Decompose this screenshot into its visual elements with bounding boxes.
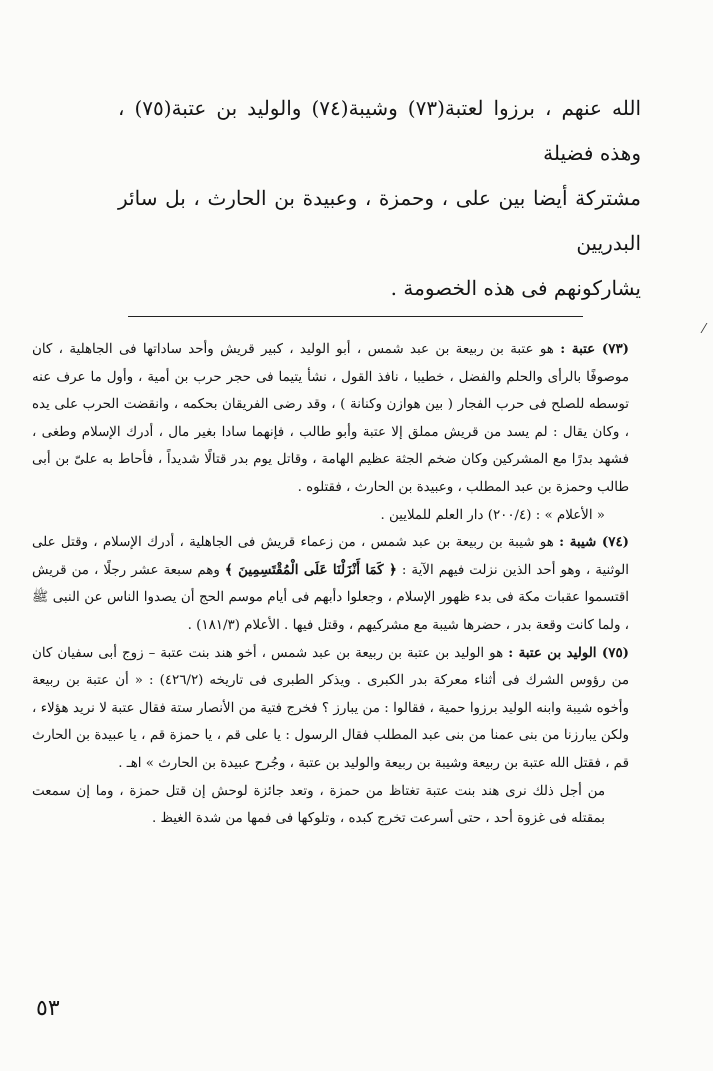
main-line-2: مشتركة أيضا بين على ، وحمزة ، وعبيدة بن الحارث ، بل سائر البدريين (118, 186, 641, 255)
footnotes-section (32, 336, 629, 833)
footnote-75 (32, 640, 629, 778)
margin-bracket-mark: ⁄ (702, 322, 705, 337)
main-body-text (118, 86, 641, 311)
footnote-73-source: « الأعلام » : (٢٠٠/٤) دار العلم للملايين . (380, 507, 605, 523)
footnote-74-text: هو شيبة بن ربيعة بن عبد شمس ، من زعماء قريش فى الجاهلية ، أدرك الإسلام ، وقتل على الوثنية ، وهو أحد الذين نزلت فيهم الآية : (32, 535, 629, 578)
main-line-3: يشاركونهم فى هذه الخصومة . (390, 276, 641, 300)
footnote-74-label: (٧٤) شيبة : (559, 534, 629, 551)
footnote-73-text: هو عتبة بن ربيعة بن عبد شمس ، أبو الوليد ، كبير قريش وأحد ساداتها فى الجاهلية ، كان موصوفًا بالرأى والحلم والفضل ، خطيبا ، نافذ القول ، نشأ يتيما فى حجر حرب بن أمية ، وأول ما عرف عنه توسطه للصلح فى حرب الفجار ( بين هوازن وكنانة ) ، وقد رضى الفريقان بحكمه ، وانقضت الحرب على يده ، وكان يقال : لم يسد من قريش مملق إلا عتبة وأبو طالب ، فإنهما سادا بغير مال ، أدرك الإسلام وطغى ، فشهد بدرًا مع المشركين وكان ضخم الجثة عظيم الهامة ، وقاتل يوم بدر قتالًا شديداً ، فأحاط به علىّ بن أبى طالب وحمزة بن عبد المطلب ، وعبيدة بن الحارث ، فقتلوه . (32, 342, 629, 495)
footnote-separator-rule (128, 316, 583, 317)
footnote-74-text-continued: وهم سبعة عشر رجلًا ، من قريش اقتسموا عقبات مكة فى بدء ظهور الإسلام ، وجعلوا دأبهم فى أيام موسم الحج أن يصدوا الناس عن النبى ﷺ ، ولما كانت وقعة بدر ، حضرها شيبة مع مشركيهم ، وقتل فيها . الأعلام (١٨١/٣) . (32, 562, 629, 633)
footnote-73-label: (٧٣) عتبة : (560, 341, 629, 357)
footnote-75-text: هو الوليد بن عتبة بن ربيعة بن عبد شمس ، أخو هند بنت عتبة – زوج أبى سفيان كان من رؤوس الشرك فى أثناء معركة بدر الكبرى . ويذكر الطبرى فى تاريخه (٤٢٦/٢) : « أن عتبة بن ربيعة وأخوه شيبة وابنه الوليد برزوا حمية ، فقالوا : من يبارز ؟ فخرج فتية من الأنصار ستة فقال عتبة لا نريد هؤلاء ، ولكن يبارزنا من بنى عمنا من بنى عبد المطلب فقال الرسول : يا على قم ، يا حمزة قم ، يا عبيدة بن الحارث قم ، فقتل الله عتبة بن ربيعة وشيبة بن ربيعة والوليد بن عتبة ، وجُرح عبيدة بن الحارث » اهـ . (32, 645, 629, 771)
page-number: ٥٣ (36, 996, 60, 1021)
footnote-75-label: (٧٥) الوليد بن عتبة : (508, 644, 630, 661)
footnote-74 (32, 529, 629, 639)
footnote-75-continuation: من أجل ذلك نرى هند بنت عتبة تغتاظ من حمزة ، وتعد جائزة لوحش إن قتل حمزة ، وما إن سمعت بمقتله فى غزوة أحد ، حتى أسرعت تخرج كبده ، وتلوكها فى فمها من شدة الغيظ . (32, 783, 605, 827)
main-line-1: الله عنهم ، برزوا لعتبة(٧٣) وشيبة(٧٤) والوليد بن عتبة(٧٥) ، وهذه فضيلة (118, 96, 642, 165)
footnote-74-verse: ﴿ كَمَا أَنْزَلْنَا عَلَى الْمُقْتَسِمِينَ ﴾ (224, 561, 397, 578)
footnote-73 (32, 336, 629, 502)
